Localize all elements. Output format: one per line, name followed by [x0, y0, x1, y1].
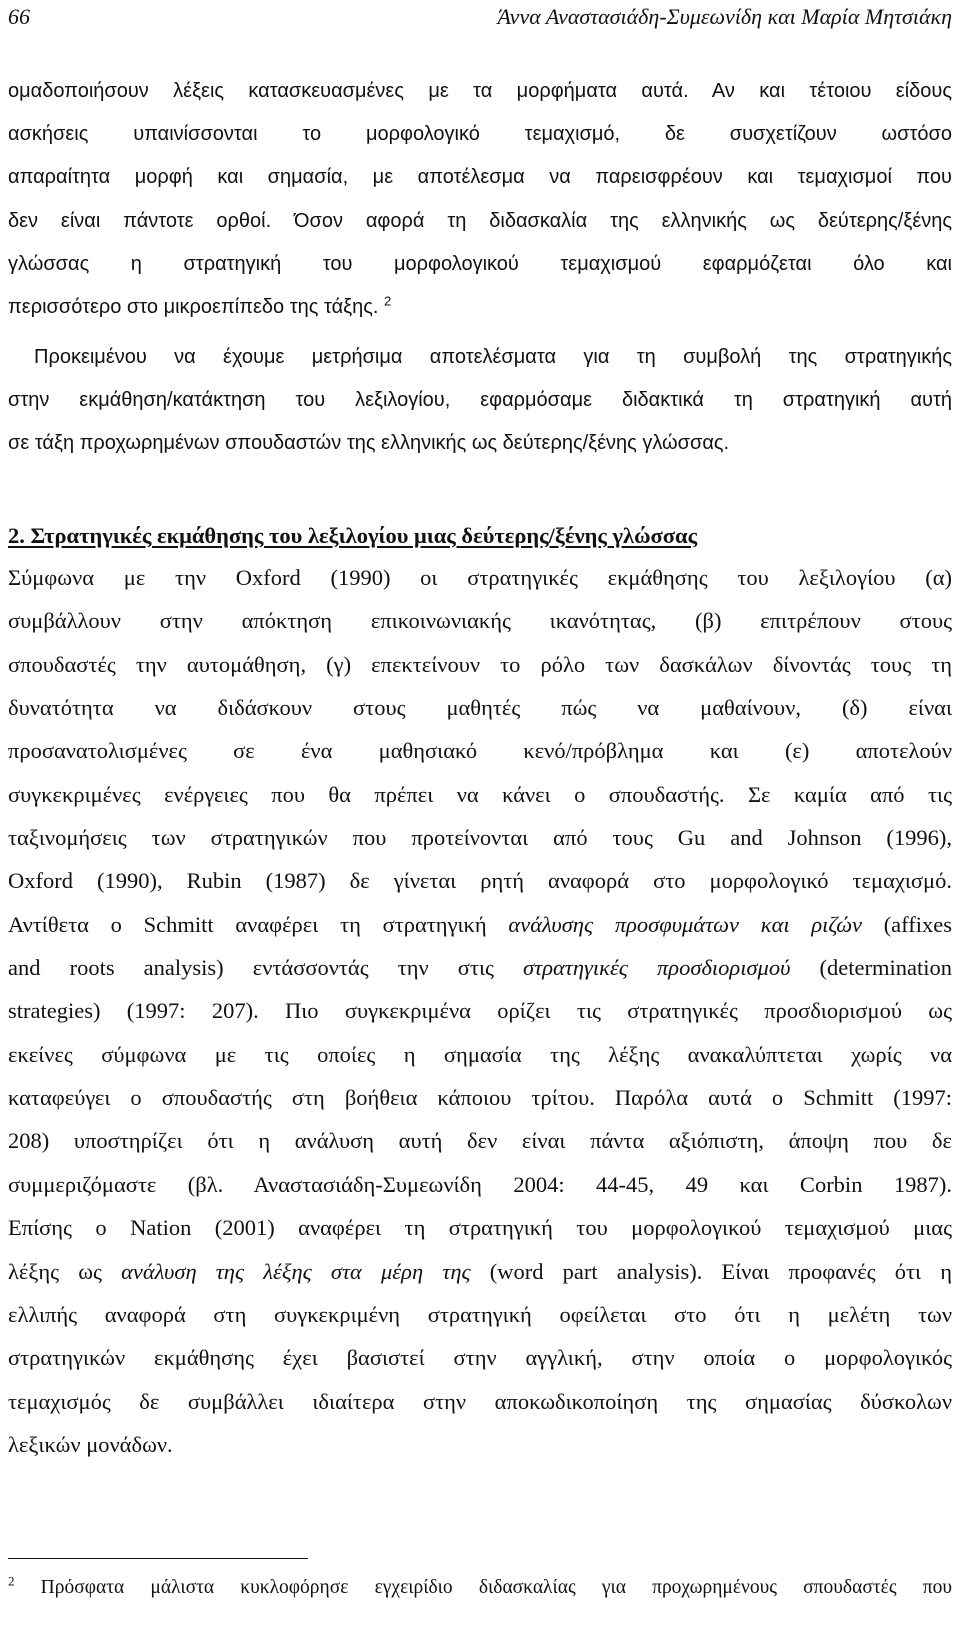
text-line: strategies) (1997: 207). Πιο συγκεκριμένα ορίζει τις στρατηγικές προσδιορισμού ως	[8, 998, 952, 1024]
text-line: Επίσης ο Nation (2001) αναφέρει τη στρατηγική του μορφολογικού τεμαχισμού μιας	[8, 1215, 952, 1241]
footnote-marker[interactable]: 2	[383, 293, 392, 309]
text-line: Προκειμένου να έχουμε μετρήσιμα αποτελέσματα για τη συμβολή της στρατηγικής	[34, 346, 952, 368]
text-line: συμβάλλουν στην απόκτηση επικοινωνιακής ικανότητας, (β) επιτρέπουν στους	[8, 608, 952, 634]
footnote-text: Πρόσφατα μάλιστα κυκλοφόρησε εγχειρίδιο διδασκαλίας για προχωρημένους σπουδαστές που	[40, 1577, 952, 1598]
text-run: (affixes	[861, 911, 952, 937]
text-line: σε τάξη προχωρημένων σπουδαστών της ελληνικής ως δεύτερης/ξένης γλώσσας.	[8, 432, 730, 455]
text-line-mixed	[8, 1250, 952, 1293]
text-run: Αντίθετα ο Schmitt αναφέρει τη στρατηγική	[8, 911, 509, 937]
text-line: 208) υποστηρίζει ότι η ανάλυση αυτή δεν είναι πάντα αξιόπιστη, άποψη που δε	[8, 1128, 952, 1154]
paragraph-method	[8, 336, 952, 466]
text-line: Oxford (1990), Rubin (1987) δε γίνεται ρητή αναφορά στο μορφολογικό τεμαχισμό.	[8, 868, 952, 894]
text-line-mixed	[8, 946, 952, 989]
text-line-mixed	[8, 903, 952, 946]
text-line: γλώσσας η στρατηγική του μορφολογικού τεμαχισμού εφαρμόζεται όλο και	[8, 252, 952, 275]
text-line: λεξικών μονάδων.	[8, 1431, 173, 1457]
section-body	[8, 556, 952, 1466]
text-line: ελλιπής αναφορά στη συγκεκριμένη στρατηγική οφείλεται στο ότι η μελέτη των	[8, 1301, 952, 1327]
text-line: περισσότερο στο μικροεπίπεδο της τάξης.	[8, 295, 379, 318]
text-line: τεμαχισμός δε συμβάλλει ιδιαίτερα στην αποκωδικοποίηση της σημασίας δύσκολων	[8, 1388, 952, 1414]
text-run: λέξης ως	[8, 1258, 122, 1284]
italic-term: στρατηγικές προσδιορισμού	[523, 955, 791, 981]
running-header	[8, 2, 952, 32]
text-line: δεν είναι πάντοτε ορθοί. Όσον αφορά τη διδασκαλία της ελληνικής ως δεύτερης/ξένης	[8, 209, 952, 232]
text-line: σπουδαστές την αυτομάθηση, (γ) επεκτείνουν το ρόλο των δασκάλων δίνοντάς τους τη	[8, 651, 952, 677]
text-run: (word part analysis). Είναι προφανές ότι η	[470, 1258, 952, 1284]
page-number: 66	[8, 4, 30, 29]
text-line: ομαδοποιήσουν λέξεις κατασκευασμένες με τα μορφήματα αυτά. Αν και τέτοιου είδους	[8, 80, 952, 102]
header-authors: Άννα Αναστασιάδη-Συμεωνίδη και Μαρία Μητσιάκη	[497, 4, 952, 29]
text-line: ταξινομήσεις των στρατηγικών που προτείνονται από τους Gu and Johnson (1996),	[8, 825, 952, 851]
text-line: προσανατολισμένες σε ένα μαθησιακό κενό/πρόβλημα και (ε) αποτελούν	[8, 738, 952, 764]
text-line: στρατηγικών εκμάθησης έχει βασιστεί στην αγγλική, στην οποία ο μορφολογικός	[8, 1345, 952, 1371]
text-line: δυνατότητα να διδάσκουν στους μαθητές πώς να μαθαίνουν, (δ) είναι	[8, 695, 952, 721]
text-line: συγκεκριμένες ενέργειες που θα πρέπει να κάνει ο σπουδαστής. Σε καμία από τις	[8, 781, 952, 807]
italic-term: ανάλυσης προσφυμάτων και ριζών	[508, 911, 862, 937]
text-line-with-footnote	[8, 286, 952, 329]
section-heading: 2. Στρατηγικές εκμάθησης του λεξιλογίου μιας δεύτερης/ξένης γλώσσας	[8, 523, 698, 548]
footnote-divider	[8, 1558, 308, 1559]
paragraph-intro	[8, 70, 952, 329]
text-line: Σύμφωνα με την Oxford (1990) οι στρατηγικές εκμάθησης του λεξιλογίου (α)	[8, 565, 952, 590]
text-line: στην εκμάθηση/κατάκτηση του λεξιλογίου, εφαρμόσαμε διδακτικά τη στρατηγική αυτή	[8, 389, 952, 412]
text-run: (determination	[790, 955, 952, 981]
text-run: and roots analysis) εντάσσοντάς την στις	[8, 955, 524, 981]
text-line: ασκήσεις υπαινίσσονται το μορφολογικό τεμαχισμό, δε συσχετίζουν ωστόσο	[8, 123, 952, 146]
text-line: απαραίτητα μορφή και σημασία, με αποτέλεσμα να παρεισφρέουν και τεμαχισμοί που	[8, 166, 952, 189]
footnote	[8, 1566, 952, 1610]
text-line: καταφεύγει ο σπουδαστής στη βοήθεια κάποιου τρίτου. Παρόλα αυτά ο Schmitt (1997:	[8, 1085, 952, 1111]
text-line: εκείνες σύμφωνα με τις οποίες η σημασία της λέξης ανακαλύπτεται χωρίς να	[8, 1041, 952, 1067]
footnote-number: 2	[8, 1573, 15, 1589]
text-line: συμμεριζόμαστε (βλ. Αναστασιάδη-Συμεωνίδη 2004: 44-45, 49 και Corbin 1987).	[8, 1171, 952, 1197]
italic-term: ανάλυση της λέξης στα μέρη της	[121, 1258, 471, 1284]
